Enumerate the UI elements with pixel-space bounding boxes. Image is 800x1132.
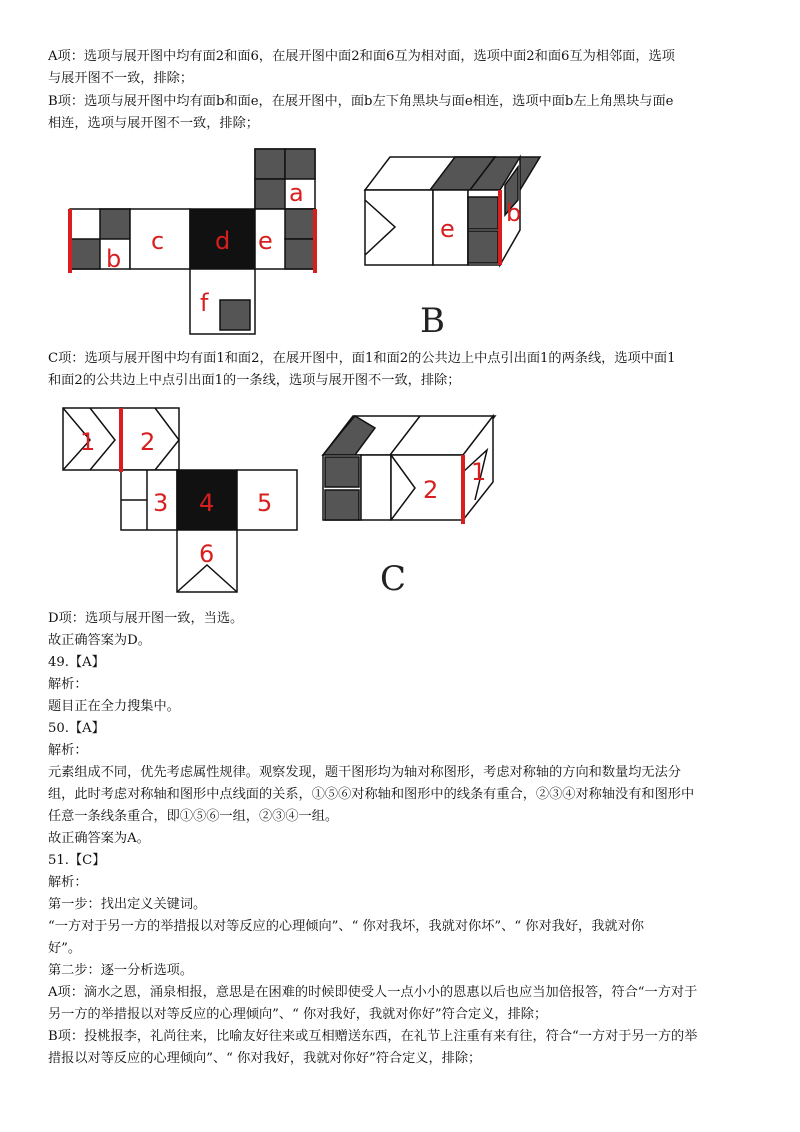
text-line: 好”。 — [48, 941, 82, 956]
net-label-f: f — [200, 289, 209, 317]
text-line: 与展开图不一致，排除； — [48, 71, 194, 86]
text-line: 故正确答案为A。 — [48, 831, 150, 846]
text-line: 故正确答案为D。 — [48, 633, 151, 648]
text-line: 第一步：找出定义关键词。 — [48, 897, 207, 912]
text-line: 相连，选项与展开图不一致，排除； — [48, 116, 259, 131]
text-line: “一方对于另一方的举措报以对等反应的心理倾向”、“ 你对我坏，我就对你坏”、“ 你对我好，我就对你 — [48, 919, 644, 934]
net-label-b: b — [106, 245, 122, 273]
net-label-a: a — [289, 179, 304, 207]
text-line: 50.【A】 — [48, 721, 105, 736]
net-label-6: 6 — [199, 540, 215, 568]
text-line: B项：选项与展开图中均有面b和面e，在展开图中，面b左下角黑块与面e相连，选项中面b左上角黑块与面e — [48, 94, 674, 109]
text-line: C项：选项与展开图中均有面1和面2，在展开图中，面1和面2的公共边上中点引出面1的两条线，选项中面1 — [48, 351, 676, 366]
text-line: 和面2的公共边上中点引出面1的一条线，选项与展开图不一致，排除； — [48, 373, 461, 388]
text-line: 另一方的举措报以对等反应的心理倾向”、“ 你对我好，我就对你好”符合定义，排除； — [48, 1007, 548, 1022]
text-line: 元素组成不同，优先考虑属性规律。观察发现，题干图形均为轴对称图形，考虑对称轴的方向和数量均无法分 — [48, 765, 681, 780]
net-label-5: 5 — [257, 489, 273, 517]
text-line: 题目正在全力搜集中。 — [48, 699, 180, 714]
net-label-e: e — [258, 227, 273, 255]
cube-label-1: 1 — [471, 458, 487, 486]
text-line: 解析： — [48, 875, 88, 890]
text-line: 组，此时考虑对称轴和图形中点线面的关系，①⑤⑥对称轴和图形中的线条有重合，②③④对称轴没有和图形中 — [48, 787, 695, 802]
net-label-1: 1 — [80, 428, 96, 456]
figure-b — [60, 145, 620, 340]
text-line: A项：选项与展开图中均有面2和面6，在展开图中面2和面6互为相对面，选项中面2和面6互为相邻面，选项 — [48, 49, 675, 64]
figure-caption-b: B — [420, 301, 445, 341]
text-line: A项：滴水之恩，涌泉相报，意思是在困难的时候即使受人一点小小的恩惠以后也应当加倍报答，符合“一方对于 — [48, 985, 698, 1000]
text-line: D项：选项与展开图一致，当选。 — [48, 611, 244, 626]
text-line: 51.【C】 — [48, 853, 106, 868]
cube-label-b: b — [506, 199, 522, 227]
net-label-2: 2 — [140, 428, 156, 456]
text-line: 解析： — [48, 677, 88, 692]
net-label-d: d — [215, 227, 231, 255]
net-label-4: 4 — [199, 489, 215, 517]
net-label-c: c — [151, 227, 165, 255]
text-line: 第二步：逐一分析选项。 — [48, 963, 194, 978]
text-line: 任意一条线条重合，即①⑤⑥一组，②③④一组。 — [48, 809, 339, 824]
net-label-3: 3 — [153, 489, 169, 517]
text-line: B项：投桃报李，礼尚往来，比喻友好往来或互相赠送东西，在礼节上注重有来有往，符合“一方对于另一方的举 — [48, 1029, 698, 1044]
text-line: 解析： — [48, 743, 88, 758]
cube-label-e: e — [440, 215, 455, 243]
figure-c — [55, 400, 575, 600]
cube-label-2: 2 — [423, 476, 439, 504]
figure-caption-c: C — [380, 559, 407, 599]
text-line: 措报以对等反应的心理倾向”、“ 你对我好，我就对你好”符合定义，排除； — [48, 1051, 482, 1066]
text-line: 49.【A】 — [48, 655, 105, 670]
